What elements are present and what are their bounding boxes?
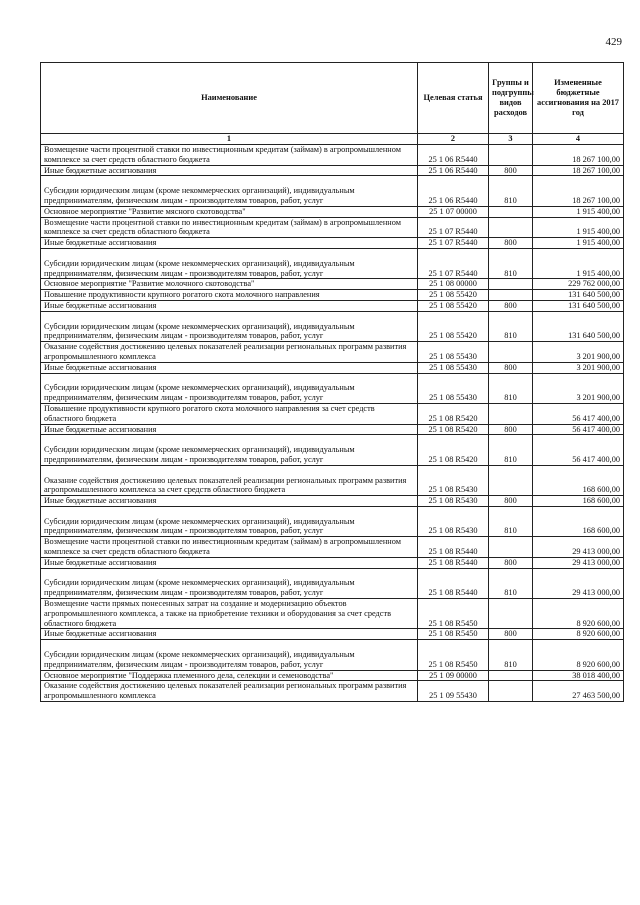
row-name: Повышение продуктивности крупного рогатого скота молочного направления — [41, 290, 418, 301]
header-group: Группы и подгруппы видов расходов — [489, 63, 533, 134]
row-group — [489, 670, 533, 681]
table-row — [41, 145, 624, 166]
row-name: Иные бюджетные ассигнования — [41, 300, 418, 311]
row-group: 810 — [489, 311, 533, 341]
table-row — [41, 238, 624, 249]
row-name: Иные бюджетные ассигнования — [41, 424, 418, 435]
row-amount: 3 201 900,00 — [533, 342, 624, 363]
row-amount: 168 600,00 — [533, 506, 624, 536]
table-row — [41, 640, 624, 670]
header-amount: Измененные бюджетные ассигнования на 2017 год — [533, 63, 624, 134]
column-number-row — [41, 134, 624, 145]
row-amount: 1 915 400,00 — [533, 217, 624, 238]
row-amount: 3 201 900,00 — [533, 373, 624, 403]
row-code: 25 1 08 R5430 — [418, 496, 489, 507]
row-group: 810 — [489, 248, 533, 278]
row-name: Субсидии юридическим лицам (кроме некоммерческих организаций), индивидуальным предпринимателям, физическим лицам - производителям товаров, работ, услуг — [41, 248, 418, 278]
table-row — [41, 300, 624, 311]
row-amount: 8 920 600,00 — [533, 629, 624, 640]
row-name: Субсидии юридическим лицам (кроме некоммерческих организаций), индивидуальным предпринимателям, физическим лицам - производителям товаров, работ, услуг — [41, 506, 418, 536]
row-amount: 18 267 100,00 — [533, 145, 624, 166]
row-amount: 229 762 000,00 — [533, 279, 624, 290]
table-row — [41, 670, 624, 681]
table-row — [41, 311, 624, 341]
row-group: 800 — [489, 362, 533, 373]
table-header-row — [41, 63, 624, 134]
row-amount: 1 915 400,00 — [533, 238, 624, 249]
table-row — [41, 342, 624, 363]
table-row — [41, 248, 624, 278]
row-name: Субсидии юридическим лицам (кроме некоммерческих организаций), индивидуальным предпринимателям, физическим лицам - производителям товаров, работ, услуг — [41, 640, 418, 670]
row-group — [489, 465, 533, 495]
row-amount: 131 640 500,00 — [533, 300, 624, 311]
row-amount: 27 463 500,00 — [533, 681, 624, 702]
table-row — [41, 435, 624, 465]
table-row — [41, 165, 624, 176]
header-name: Наименование — [41, 63, 418, 134]
row-code: 25 1 06 R5440 — [418, 176, 489, 206]
table-row — [41, 424, 624, 435]
row-amount: 38 018 400,00 — [533, 670, 624, 681]
table-row — [41, 403, 624, 424]
row-name: Оказание содействия достижению целевых показателей реализации региональных программ развития агропромышленного комплекса — [41, 342, 418, 363]
row-name: Оказание содействия достижению целевых показателей реализации региональных программ развития агропромышленного комплекса — [41, 681, 418, 702]
row-code: 25 1 08 R5440 — [418, 568, 489, 598]
row-code: 25 1 08 R5420 — [418, 403, 489, 424]
table-row — [41, 217, 624, 238]
row-group — [489, 537, 533, 558]
row-amount: 18 267 100,00 — [533, 165, 624, 176]
row-amount: 131 640 500,00 — [533, 290, 624, 301]
row-amount: 3 201 900,00 — [533, 362, 624, 373]
row-name: Оказание содействия достижению целевых показателей реализации региональных программ развития агропромышленного комплекса за счет средств областного бюджета — [41, 465, 418, 495]
row-code: 25 1 08 R5440 — [418, 537, 489, 558]
row-amount: 168 600,00 — [533, 465, 624, 495]
row-name: Основное мероприятие "Поддержка племенного дела, селекции и семеноводства" — [41, 670, 418, 681]
row-group: 800 — [489, 557, 533, 568]
row-amount: 18 267 100,00 — [533, 176, 624, 206]
row-code: 25 1 08 R5420 — [418, 424, 489, 435]
row-amount: 1 915 400,00 — [533, 248, 624, 278]
table-row — [41, 362, 624, 373]
row-name: Иные бюджетные ассигнования — [41, 165, 418, 176]
row-amount: 56 417 400,00 — [533, 403, 624, 424]
row-group: 800 — [489, 238, 533, 249]
row-name: Субсидии юридическим лицам (кроме некоммерческих организаций), индивидуальным предпринимателям, физическим лицам - производителям товаров, работ, услуг — [41, 435, 418, 465]
row-code: 25 1 06 R5440 — [418, 145, 489, 166]
row-name: Возмещение части прямых понесенных затрат на создание и модернизацию объектов агропромышленного комплекса, а также на приобретение техники и оборудования за счет средств областного бюджета — [41, 599, 418, 629]
row-code: 25 1 08 55430 — [418, 373, 489, 403]
row-group — [489, 206, 533, 217]
row-name: Иные бюджетные ассигнования — [41, 362, 418, 373]
table-row — [41, 599, 624, 629]
row-code: 25 1 08 R5450 — [418, 640, 489, 670]
row-group — [489, 217, 533, 238]
table-row — [41, 290, 624, 301]
table-body — [41, 145, 624, 702]
row-group: 800 — [489, 629, 533, 640]
row-name: Субсидии юридическим лицам (кроме некоммерческих организаций), индивидуальным предпринимателям, физическим лицам - производителям товаров, работ, услуг — [41, 311, 418, 341]
table-row — [41, 279, 624, 290]
row-name: Субсидии юридическим лицам (кроме некоммерческих организаций), индивидуальным предпринимателям, физическим лицам - производителям товаров, работ, услуг — [41, 373, 418, 403]
row-group: 810 — [489, 176, 533, 206]
row-amount: 29 413 000,00 — [533, 568, 624, 598]
row-code: 25 1 08 R5430 — [418, 465, 489, 495]
row-code: 25 1 08 R5440 — [418, 557, 489, 568]
row-code: 25 1 07 00000 — [418, 206, 489, 217]
table-row — [41, 568, 624, 598]
row-group: 800 — [489, 496, 533, 507]
row-group: 810 — [489, 640, 533, 670]
row-name: Субсидии юридическим лицам (кроме некоммерческих организаций), индивидуальным предпринимателям, физическим лицам - производителям товаров, работ, услуг — [41, 176, 418, 206]
row-name: Основное мероприятие "Развитие молочного скотоводства" — [41, 279, 418, 290]
row-amount: 131 640 500,00 — [533, 311, 624, 341]
column-number: 1 — [41, 134, 418, 145]
row-code: 25 1 06 R5440 — [418, 165, 489, 176]
row-group — [489, 279, 533, 290]
row-name: Возмещение части процентной ставки по инвестиционным кредитам (займам) в агропромышленном комплексе за счет средств областного бюджета — [41, 537, 418, 558]
row-group — [489, 342, 533, 363]
row-amount: 29 413 000,00 — [533, 537, 624, 558]
row-code: 25 1 08 55420 — [418, 300, 489, 311]
row-name: Иные бюджетные ассигнования — [41, 629, 418, 640]
row-name: Основное мероприятие "Развитие мясного скотоводства" — [41, 206, 418, 217]
row-amount: 56 417 400,00 — [533, 435, 624, 465]
table-row — [41, 465, 624, 495]
row-amount: 56 417 400,00 — [533, 424, 624, 435]
row-group — [489, 403, 533, 424]
budget-table — [40, 62, 624, 702]
row-group — [489, 599, 533, 629]
row-code: 25 1 08 55420 — [418, 311, 489, 341]
row-code: 25 1 08 00000 — [418, 279, 489, 290]
row-group — [489, 681, 533, 702]
row-name: Возмещение части процентной ставки по инвестиционным кредитам (займам) в агропромышленном комплексе за счет средств областного бюджета — [41, 145, 418, 166]
table-row — [41, 373, 624, 403]
column-number: 2 — [418, 134, 489, 145]
row-code: 25 1 08 55430 — [418, 362, 489, 373]
row-code: 25 1 07 R5440 — [418, 248, 489, 278]
row-code: 25 1 08 R5420 — [418, 435, 489, 465]
row-name: Повышение продуктивности крупного рогатого скота молочного направления за счет средств областного бюджета — [41, 403, 418, 424]
row-code: 25 1 08 R5430 — [418, 506, 489, 536]
row-name: Возмещение части процентной ставки по инвестиционным кредитам (займам) в агропромышленном комплексе за счет средств областного бюджета — [41, 217, 418, 238]
row-code: 25 1 07 R5440 — [418, 238, 489, 249]
row-group — [489, 290, 533, 301]
row-group: 800 — [489, 300, 533, 311]
table-row — [41, 176, 624, 206]
row-name: Иные бюджетные ассигнования — [41, 557, 418, 568]
row-group: 800 — [489, 165, 533, 176]
row-name: Иные бюджетные ассигнования — [41, 496, 418, 507]
row-amount: 168 600,00 — [533, 496, 624, 507]
row-amount: 8 920 600,00 — [533, 599, 624, 629]
row-name: Иные бюджетные ассигнования — [41, 238, 418, 249]
column-number: 4 — [533, 134, 624, 145]
row-code: 25 1 08 55430 — [418, 342, 489, 363]
row-code: 25 1 08 R5450 — [418, 599, 489, 629]
table-row — [41, 537, 624, 558]
row-amount: 8 920 600,00 — [533, 640, 624, 670]
table-row — [41, 629, 624, 640]
page-number: 429 — [605, 36, 622, 48]
row-code: 25 1 08 55420 — [418, 290, 489, 301]
row-amount: 1 915 400,00 — [533, 206, 624, 217]
table-row — [41, 506, 624, 536]
table-row — [41, 557, 624, 568]
row-code: 25 1 09 55430 — [418, 681, 489, 702]
row-group: 810 — [489, 435, 533, 465]
row-group: 810 — [489, 373, 533, 403]
row-code: 25 1 08 R5450 — [418, 629, 489, 640]
row-group — [489, 145, 533, 166]
row-amount: 29 413 000,00 — [533, 557, 624, 568]
table-row — [41, 496, 624, 507]
row-name: Субсидии юридическим лицам (кроме некоммерческих организаций), индивидуальным предпринимателям, физическим лицам - производителям товаров, работ, услуг — [41, 568, 418, 598]
row-group: 810 — [489, 506, 533, 536]
row-code: 25 1 07 R5440 — [418, 217, 489, 238]
row-group: 800 — [489, 424, 533, 435]
table-row — [41, 681, 624, 702]
row-code: 25 1 09 00000 — [418, 670, 489, 681]
column-number: 3 — [489, 134, 533, 145]
table-row — [41, 206, 624, 217]
row-group: 810 — [489, 568, 533, 598]
header-code: Целевая статья — [418, 63, 489, 134]
